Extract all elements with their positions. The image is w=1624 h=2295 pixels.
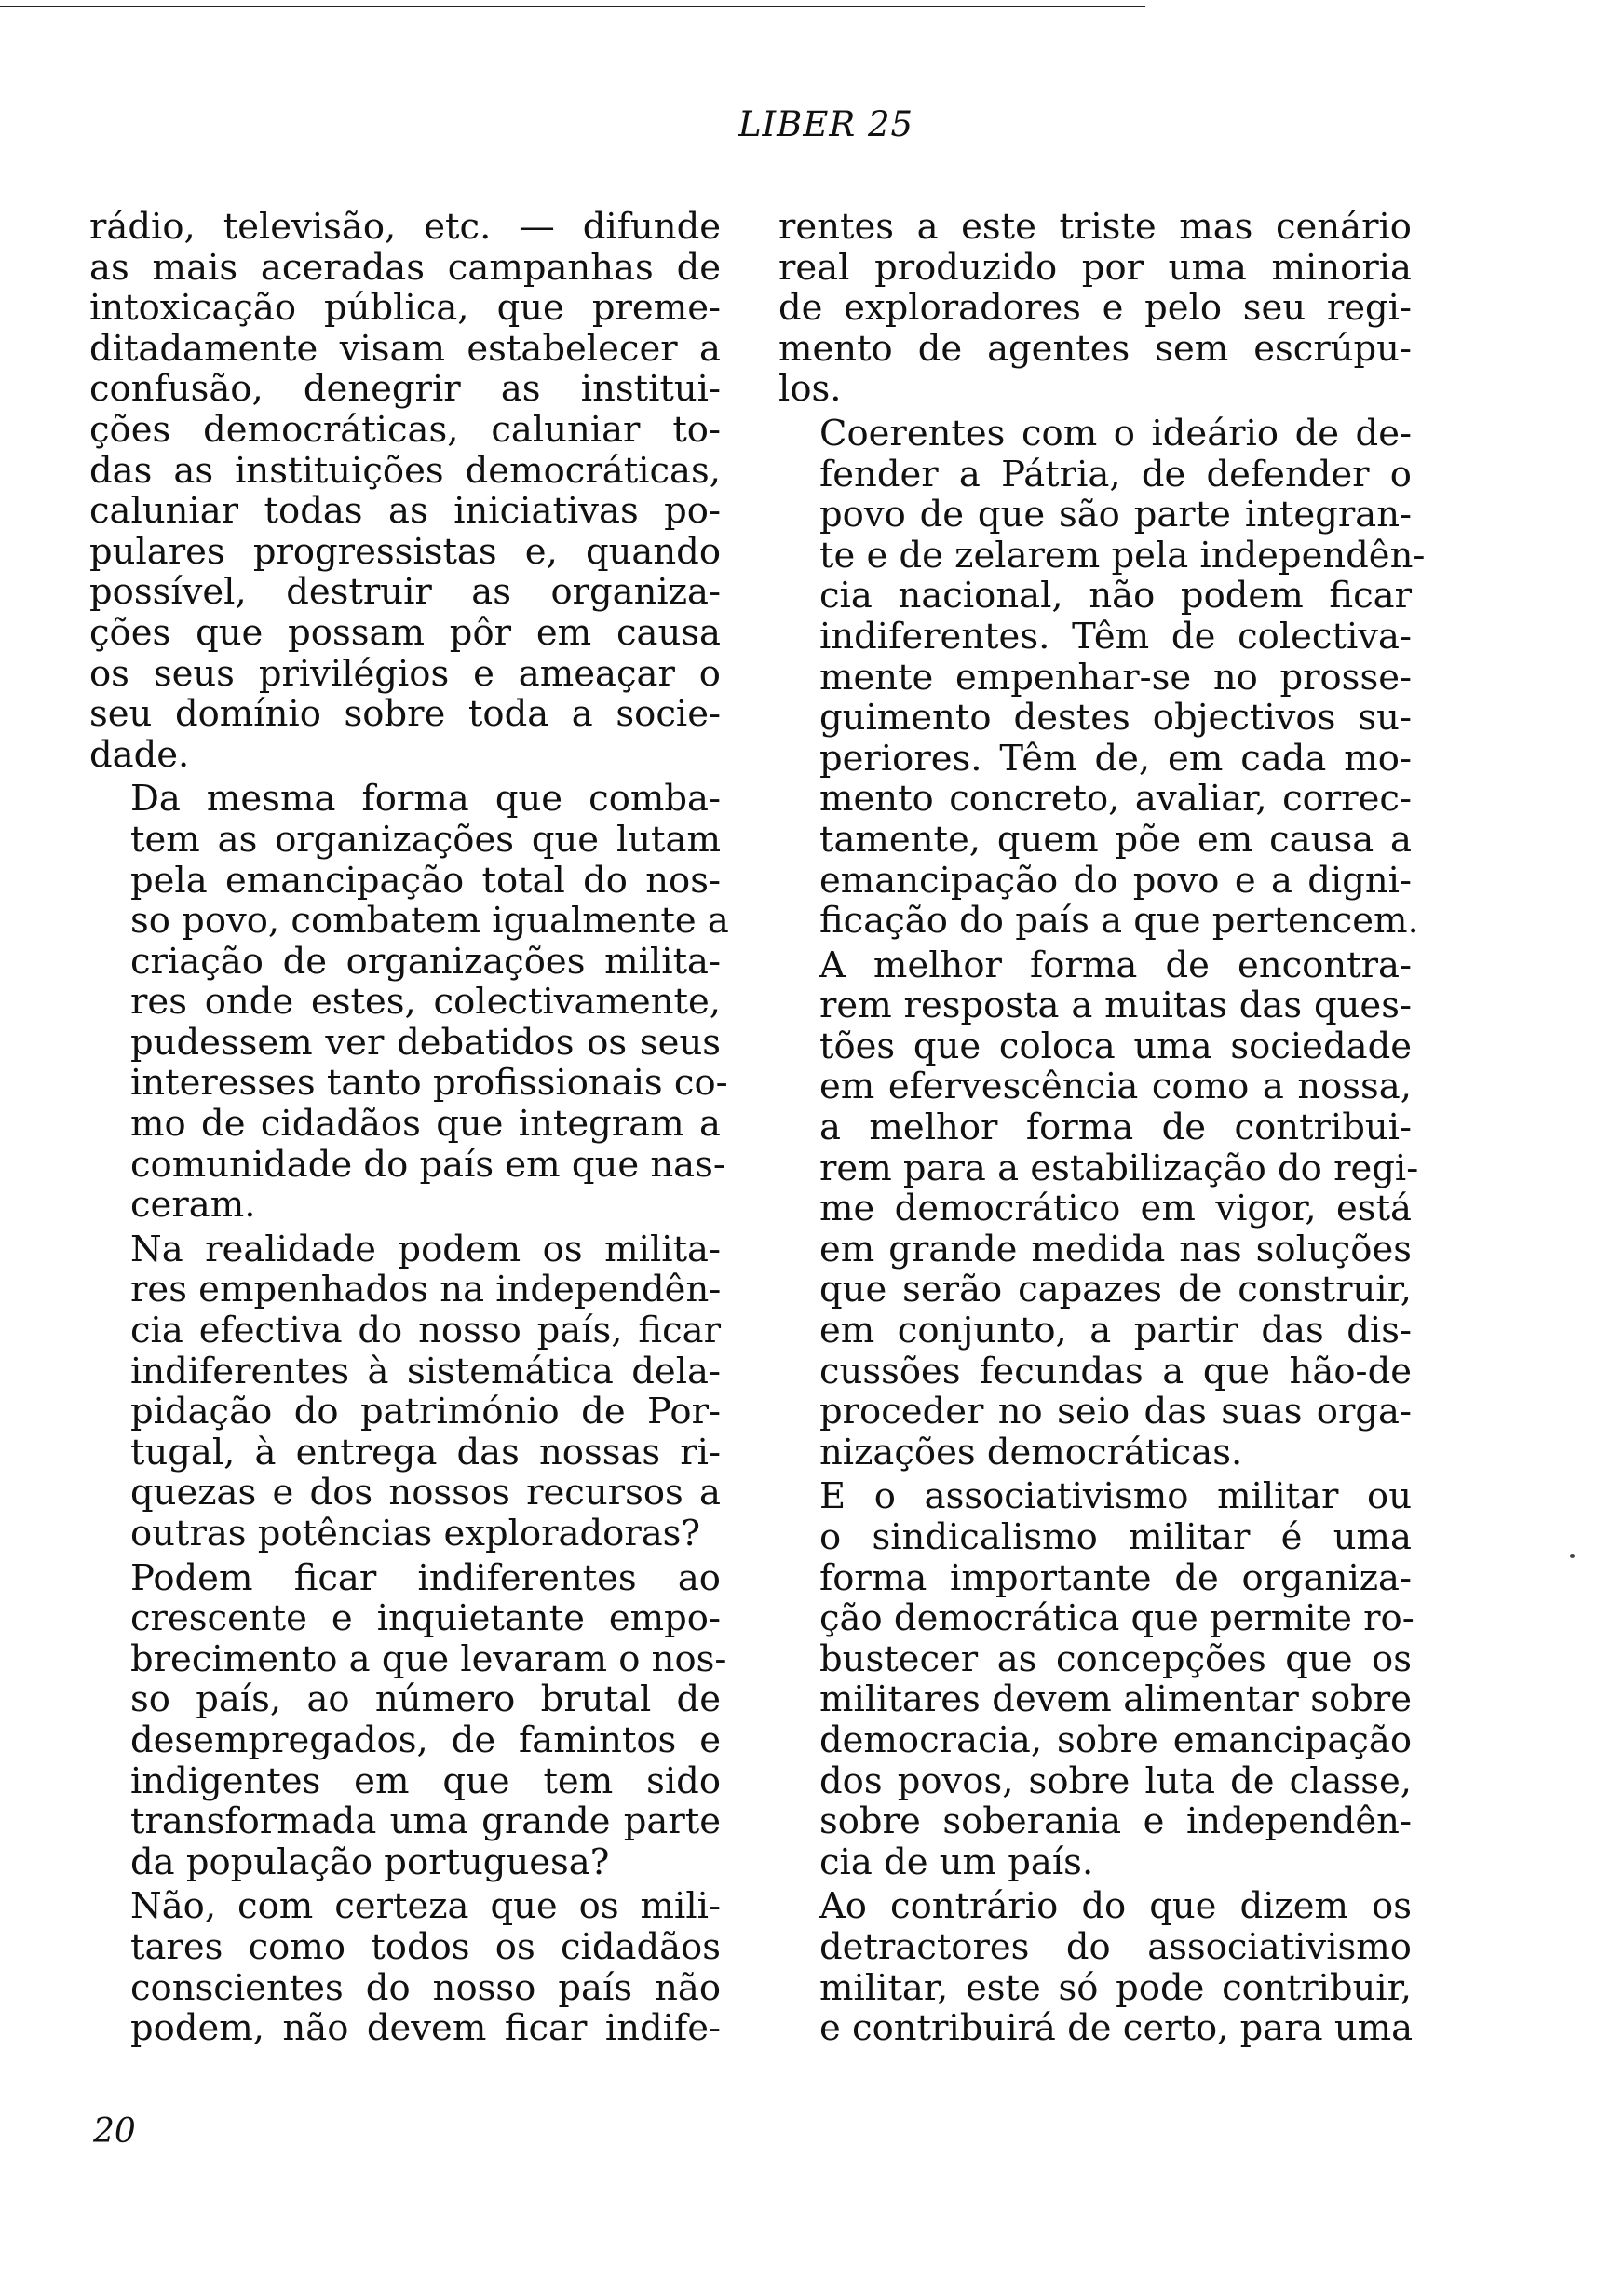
text-line: o sindicalismo militar é uma	[819, 1516, 1412, 1558]
text-line: rentes a este triste mas cenário	[778, 206, 1412, 248]
text-line: cussões fecundas a que hão-de	[819, 1350, 1412, 1392]
right-column	[778, 206, 1426, 2050]
text-line: rádio, televisão, etc. — difunde	[89, 206, 721, 248]
text-line: Na realidade podem os milita-	[130, 1228, 721, 1270]
text-line: e contribuirá de certo, para uma	[819, 2007, 1414, 2050]
paragraph	[89, 1886, 721, 2048]
text-line: as mais aceradas campanhas de	[89, 246, 721, 289]
text-line: tem as organizações que lutam	[130, 818, 721, 861]
text-line: mente empenhar-se no prosse-	[819, 656, 1412, 699]
text-line: pudessem ver debatidos os seus	[130, 1021, 721, 1064]
text-line: A melhor forma de encontra-	[819, 944, 1412, 986]
text-line: res onde estes, colectivamente,	[130, 981, 721, 1024]
top-rule	[0, 6, 1145, 7]
text-line: comunidade do país em que nas-	[130, 1143, 725, 1186]
text-line: mo de cidadãos que integram a	[130, 1103, 721, 1146]
text-line: outras potências exploradoras?	[130, 1513, 701, 1555]
text-line: cia nacional, não podem ficar	[819, 575, 1412, 618]
text-line: militares devem alimentar sobre	[819, 1678, 1412, 1721]
text-line: pulares progressistas e, quando	[89, 530, 721, 573]
text-line: cia de um país.	[819, 1840, 1094, 1883]
text-line: interesses tanto profissionais co-	[130, 1062, 728, 1105]
text-line: E o associativismo militar ou	[819, 1475, 1412, 1518]
text-line: em conjunto, a partir das dis-	[819, 1310, 1412, 1352]
text-line: militar, este só pode contribuir,	[819, 1966, 1412, 2009]
text-line: emancipação do povo e a digni-	[819, 859, 1412, 902]
text-line: que serão capazes de construir,	[819, 1269, 1412, 1311]
text-line: ficação do país a que pertencem.	[819, 900, 1419, 943]
scan-speck	[1570, 1554, 1575, 1558]
text-line: tares como todos os cidadãos	[130, 1925, 721, 1968]
paragraph	[778, 1886, 1412, 2048]
text-line: detractores do associativismo	[819, 1925, 1412, 1968]
text-line: a melhor forma de contribui-	[819, 1107, 1412, 1149]
text-line: tões que coloca uma sociedade	[819, 1025, 1412, 1067]
paragraph	[778, 944, 1419, 1473]
text-line: mento concreto, avaliar, correc-	[819, 778, 1412, 821]
text-line: criação de organizações milita-	[130, 940, 721, 983]
text-line: fender a Pátria, de defender o	[819, 453, 1412, 496]
text-line: los.	[778, 368, 842, 411]
text-line: bustecer as concepções que os	[819, 1637, 1412, 1680]
text-line: Ao contrário do que dizem os	[819, 1885, 1412, 1928]
text-line: res empenhados na independên-	[130, 1269, 722, 1311]
text-line: confusão, denegrir as institui-	[89, 368, 721, 411]
text-line: pidação do património de Por-	[130, 1391, 721, 1433]
text-line: dade.	[89, 733, 190, 776]
text-line: conscientes do nosso país não	[130, 1966, 721, 2009]
text-line: possível, destruir as organiza-	[89, 571, 721, 614]
text-line: tugal, à entrega das nossas ri-	[130, 1431, 721, 1473]
text-line: Podem ficar indiferentes ao	[130, 1556, 721, 1599]
text-line: cia efectiva do nosso país, ficar	[130, 1310, 721, 1352]
page-number: 20	[93, 2112, 136, 2151]
paragraph	[778, 1476, 1412, 1882]
text-line: sobre soberania e independên-	[819, 1800, 1412, 1843]
text-line: seu domínio sobre toda a socie-	[89, 693, 721, 736]
text-line: intoxicação pública, que preme-	[89, 287, 721, 330]
text-line: ditadamente visam estabelecer a	[89, 327, 721, 370]
text-line: de exploradores e pelo seu regi-	[778, 287, 1412, 330]
text-line: proceder no seio das suas orga-	[819, 1391, 1412, 1433]
text-line: crescente e inquietante empo-	[130, 1597, 721, 1640]
text-line: em grande medida nas soluções	[819, 1228, 1412, 1270]
text-line: me democrático em vigor, está	[819, 1188, 1412, 1230]
text-line: ções democráticas, caluniar to-	[89, 408, 721, 451]
paragraph	[778, 412, 1426, 943]
text-line: Coerentes com o ideário de de-	[819, 412, 1412, 455]
paragraph	[89, 778, 729, 1227]
text-line: em efervescência como a nossa,	[819, 1066, 1412, 1108]
text-line: democracia, sobre emancipação	[819, 1718, 1412, 1761]
text-line: Não, com certeza que os mili-	[130, 1885, 721, 1928]
running-head: LIBER 25	[738, 104, 914, 144]
text-line: caluniar todas as iniciativas po-	[89, 490, 721, 533]
text-line: mento de agentes sem escrúpu-	[778, 327, 1412, 370]
text-line: rem resposta a muitas das ques-	[819, 985, 1412, 1027]
text-line: Da mesma forma que comba-	[130, 778, 721, 821]
text-line: transformada uma grande parte	[130, 1800, 721, 1843]
text-line: indiferentes à sistemática dela-	[130, 1350, 721, 1392]
text-line: real produzido por uma minoria	[778, 246, 1412, 289]
paragraph	[89, 207, 721, 775]
text-line: ceram.	[130, 1184, 256, 1227]
text-line: indiferentes. Têm de colectiva-	[819, 615, 1412, 658]
text-line: indigentes em que tem sido	[130, 1759, 721, 1802]
text-line: brecimento a que levaram o nos-	[130, 1637, 727, 1680]
text-line: guimento destes objectivos su-	[819, 697, 1412, 740]
paragraph	[89, 1229, 721, 1555]
text-line: periores. Têm de, em cada mo-	[819, 737, 1412, 780]
text-line: podem, não devem ficar indife-	[130, 2007, 721, 2050]
text-line: nizações democráticas.	[819, 1431, 1243, 1473]
text-line: tamente, quem põe em causa a	[819, 818, 1412, 861]
text-line: dos povos, sobre luta de classe,	[819, 1759, 1412, 1802]
text-line: das as instituições democráticas,	[89, 449, 721, 492]
text-line: desempregados, de famintos e	[130, 1718, 721, 1761]
paragraph	[778, 207, 1412, 410]
text-line: rem para a estabilização do regi-	[819, 1147, 1419, 1189]
left-column	[89, 206, 729, 2050]
text-line: povo de que são parte integran-	[819, 494, 1412, 536]
text-line: forma importante de organiza-	[819, 1556, 1412, 1599]
text-line: quezas e dos nossos recursos a	[130, 1472, 721, 1514]
text-line: so povo, combatem igualmente a	[130, 900, 729, 943]
paragraph	[89, 1556, 727, 1883]
text-line: os seus privilégios e ameaçar o	[89, 652, 721, 695]
text-line: te e de zelarem pela independên-	[819, 534, 1426, 577]
text-line: pela emancipação total do nos-	[130, 859, 721, 902]
text-line: ções que possam pôr em causa	[89, 611, 721, 654]
text-line: so país, ao número brutal de	[130, 1678, 721, 1721]
text-line: ção democrática que permite ro-	[819, 1597, 1414, 1640]
text-line: da população portuguesa?	[130, 1840, 610, 1883]
